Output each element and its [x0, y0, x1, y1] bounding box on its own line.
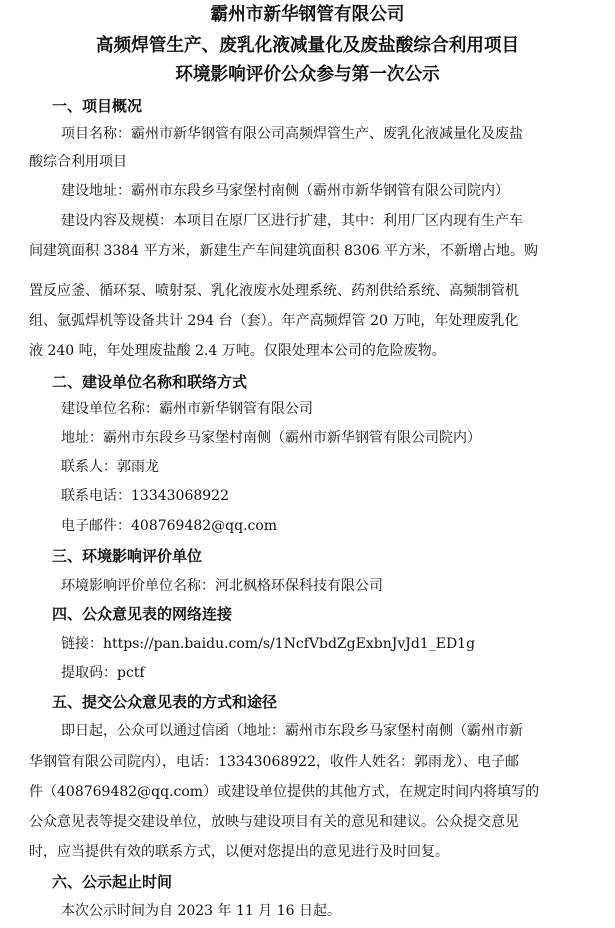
- section1-heading: 一、项目概况: [52, 97, 143, 115]
- title-project: 高频焊管生产、废乳化液减量化及废盐酸综合利用项目: [95, 35, 520, 56]
- submit-line2: 华钢管有限公司院内），电话：13343068922，收件人姓名：郭雨龙）、电子邮: [29, 754, 519, 770]
- title-notice: 环境影响评价公众参与第一次公示: [175, 64, 440, 85]
- submit-line3: 件（408769482@qq.com）或建设单位提供的其他方式，在规定时间内将填写的: [29, 784, 540, 800]
- section5-heading: 五、提交公众意见表的方式和途径: [52, 693, 278, 711]
- section3-heading: 三、环境影响评价单位: [52, 547, 203, 565]
- contact-phone: 联系电话：13343068922: [61, 488, 229, 504]
- project-address: 建设地址：霸州市东段乡马家堡村南侧（霸州市新华钢管有限公司院内）: [61, 183, 509, 199]
- content-line1: 建设内容及规模：本项目在原厂区进行扩建，其中：利用厂区内现有生产车: [61, 213, 523, 229]
- eia-unit: 环境影响评价单位名称：河北枫格环保科技有限公司: [61, 578, 383, 594]
- submit-line1: 即日起，公众可以通过信函（地址：霸州市东段乡马家堡村南侧（霸州市新: [61, 723, 523, 739]
- content-line3: 置反应釜、循环泵、喷射泵、乳化液废水处理系统、药剂供给系统、高频制管机: [29, 283, 519, 299]
- extract-code: 提取码：pctf: [61, 665, 145, 681]
- contact-person: 联系人：郭雨龙: [61, 459, 159, 475]
- notice-period: 本次公示时间为自 2023 年 11 月 16 日起。: [61, 903, 341, 919]
- section4-heading: 四、公众意见表的网络连接: [52, 605, 233, 623]
- contact-email: 电子邮件：408769482@qq.com: [61, 518, 278, 534]
- content-line4: 组、氩弧焊机等设备共计 294 台（套）。年产高频焊管 20 万吨，年处理废乳化: [29, 313, 519, 329]
- project-name-line1: 项目名称：霸州市新华钢管有限公司高频焊管生产、废乳化液减量化及废盐: [61, 126, 523, 142]
- submit-line4: 公众意见表等提交建设单位，放映与建设项目有关的意见和建议。公众提交意见: [29, 814, 519, 830]
- unit-address: 地址：霸州市东段乡马家堡村南侧（霸州市新华钢管有限公司院内）: [61, 430, 481, 446]
- download-link[interactable]: 链接：https://pan.baidu.com/s/1NcfVbdZgExbnJvJd1_ED1g: [61, 636, 476, 652]
- section2-heading: 二、建设单位名称和联络方式: [52, 373, 248, 391]
- title-company: 霸州市新华钢管有限公司: [210, 4, 405, 25]
- content-line5: 液 240 吨，年处理废盐酸 2.4 万吨。仅限处理本公司的危险废物。: [29, 343, 446, 359]
- content-line2: 间建筑面积 3384 平方米，新建生产车间建筑面积 8306 平方米，不新增占地。购: [29, 243, 539, 259]
- section6-heading: 六、公示起止时间: [52, 873, 173, 891]
- project-name-line2: 酸综合利用项目: [29, 154, 127, 170]
- unit-name: 建设单位名称：霸州市新华钢管有限公司: [61, 401, 313, 417]
- submit-line5: 时，应当提供有效的联系方式，以便对您提出的意见进行及时回复。: [29, 844, 449, 860]
